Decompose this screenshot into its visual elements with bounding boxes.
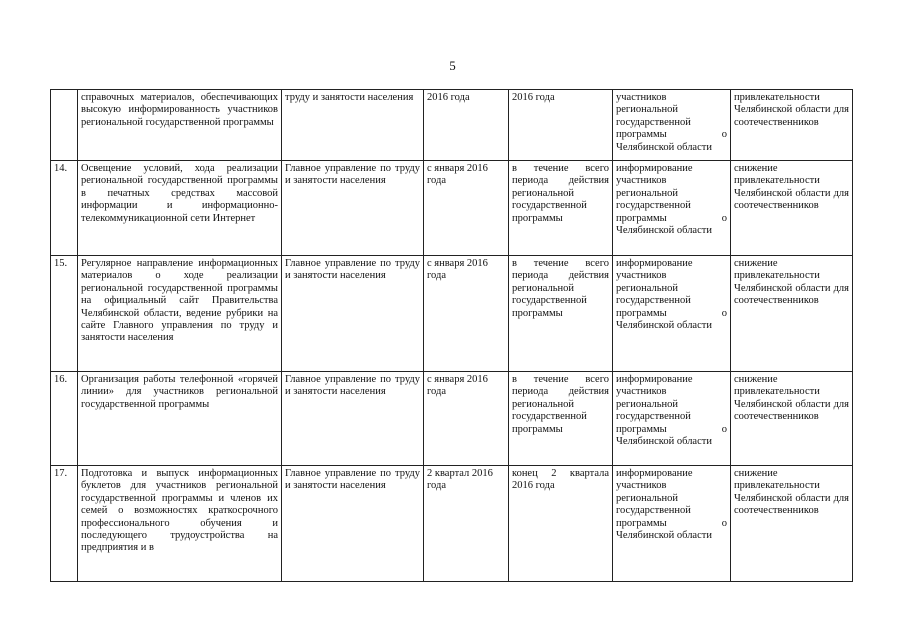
executor-cell: Главное управление по труду и занятости населения bbox=[282, 372, 424, 466]
row-number bbox=[51, 90, 78, 161]
result-cell: участников региональной государственной программы о Челябинской области bbox=[613, 90, 731, 161]
activity-cell: Освещение условий, хода реализации региональной государственной программы в печатных средствах массовой информации и информационно-телекоммуникационной сети Интернет bbox=[78, 161, 282, 256]
start-date-cell: 2 квартал 2016 года bbox=[424, 466, 509, 582]
table-row bbox=[51, 372, 853, 466]
end-date-cell: конец 2 квартала 2016 года bbox=[509, 466, 613, 582]
measures-table bbox=[50, 89, 853, 582]
executor-cell: Главное управление по труду и занятости населения bbox=[282, 466, 424, 582]
end-date-cell: в течение всего периода действия региональной государственной программы bbox=[509, 372, 613, 466]
end-date-cell: в течение всего периода действия региональной государственной программы bbox=[509, 256, 613, 372]
table-row bbox=[51, 256, 853, 372]
row-number: 16. bbox=[51, 372, 78, 466]
consequence-cell: снижение привлекательности Челябинской области для соотечественников bbox=[731, 256, 853, 372]
consequence-cell: снижение привлекательности Челябинской области для соотечественников bbox=[731, 466, 853, 582]
row-number: 15. bbox=[51, 256, 78, 372]
activity-cell: справочных материалов, обеспечивающих высокую информированность участников региональной государственной программы bbox=[78, 90, 282, 161]
table-row bbox=[51, 161, 853, 256]
executor-cell: труду и занятости населения bbox=[282, 90, 424, 161]
result-cell: информирование участников региональной государственной программы о Челябинской области bbox=[613, 466, 731, 582]
activity-cell: Организация работы телефонной «горячей линии» для участников региональной государственной программы bbox=[78, 372, 282, 466]
page-number: 5 bbox=[449, 58, 456, 73]
start-date-cell: с января 2016 года bbox=[424, 372, 509, 466]
executor-cell: Главное управление по труду и занятости населения bbox=[282, 161, 424, 256]
consequence-cell: снижение привлекательности Челябинской области для соотечественников bbox=[731, 372, 853, 466]
activity-cell: Регулярное направление информационных материалов о ходе реализации региональной государственной программы на официальный сайт Правительства Челябинской области, ведение рубрики на сайте Главного управления по труду и занятости населения bbox=[78, 256, 282, 372]
table-row bbox=[51, 466, 853, 582]
end-date-cell: в течение всего периода действия региональной государственной программы bbox=[509, 161, 613, 256]
result-cell: информирование участников региональной государственной программы о Челябинской области bbox=[613, 256, 731, 372]
row-number: 14. bbox=[51, 161, 78, 256]
consequence-cell: привлекательности Челябинской области для соотечественников bbox=[731, 90, 853, 161]
executor-cell: Главное управление по труду и занятости населения bbox=[282, 256, 424, 372]
row-number: 17. bbox=[51, 466, 78, 582]
end-date-cell: 2016 года bbox=[509, 90, 613, 161]
consequence-cell: снижение привлекательности Челябинской области для соотечественников bbox=[731, 161, 853, 256]
result-cell: информирование участников региональной государственной программы о Челябинской области bbox=[613, 161, 731, 256]
result-cell: информирование участников региональной государственной программы о Челябинской области bbox=[613, 372, 731, 466]
activity-cell: Подготовка и выпуск информационных буклетов для участников региональной государственной программы и членов их семей о возможностях краткосрочного профессионального обучения и последующего трудоустройства на предприятия и в bbox=[78, 466, 282, 582]
start-date-cell: с января 2016 года bbox=[424, 256, 509, 372]
start-date-cell: 2016 года bbox=[424, 90, 509, 161]
table-row bbox=[51, 90, 853, 161]
start-date-cell: с января 2016 года bbox=[424, 161, 509, 256]
